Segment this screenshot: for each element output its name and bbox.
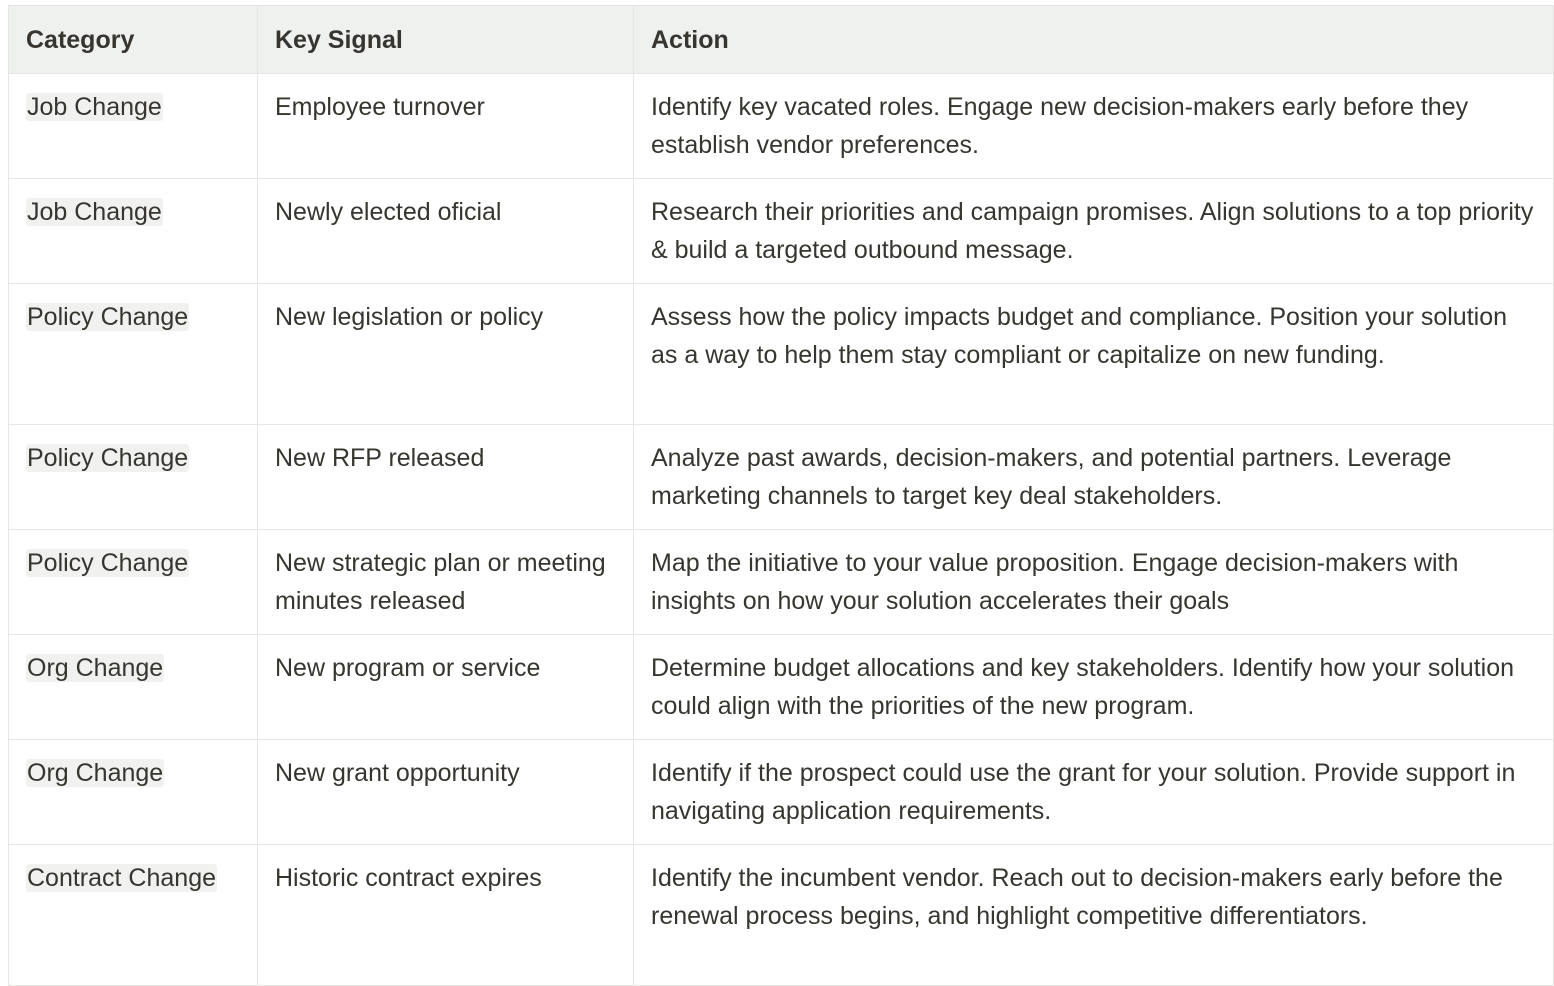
action-cell[interactable]: Determine budget allocations and key stakeholders. Identify how your solution could align with the priorities of the new program. [634,635,1554,740]
action-cell[interactable]: Analyze past awards, decision-makers, and potential partners. Leverage marketing channels to target key deal stakeholders. [634,425,1554,530]
table-header [9,6,1554,74]
category-cell[interactable] [9,740,258,845]
column-header-action[interactable]: Action [634,6,1554,74]
signal-cell[interactable]: Newly elected oficial [258,179,634,284]
table-row [9,425,1554,530]
signal-cell[interactable]: New RFP released [258,425,634,530]
signal-cell[interactable]: New strategic plan or meeting minutes released [258,530,634,635]
category-cell[interactable] [9,425,258,530]
action-cell[interactable]: Research their priorities and campaign promises. Align solutions to a top priority & build a targeted outbound message. [634,179,1554,284]
action-cell[interactable]: Identify key vacated roles. Engage new decision-makers early before they establish vendor preferences. [634,74,1554,179]
category-tag: Policy Change [27,549,189,577]
action-cell[interactable]: Assess how the policy impacts budget and compliance. Position your solution as a way to help them stay compliant or capitalize on new funding. [634,284,1554,425]
category-tag: Org Change [27,654,164,682]
table-row [9,179,1554,284]
table-row [9,74,1554,179]
category-cell[interactable] [9,74,258,179]
table-body [9,74,1554,986]
signals-table-container [8,5,1553,986]
table-row [9,635,1554,740]
category-cell[interactable] [9,635,258,740]
category-cell[interactable] [9,845,258,986]
category-tag: Job Change [27,198,162,226]
category-tag: Org Change [27,759,164,787]
category-cell[interactable] [9,284,258,425]
category-tag: Job Change [27,93,162,121]
table-row [9,845,1554,986]
signal-cell[interactable]: New program or service [258,635,634,740]
category-cell[interactable] [9,530,258,635]
table-row [9,530,1554,635]
column-header-category[interactable]: Category [9,6,258,74]
signal-cell[interactable]: Historic contract expires [258,845,634,986]
action-cell[interactable]: Identify the incumbent vendor. Reach out to decision-makers early before the renewal process begins, and highlight competitive differentiators. [634,845,1554,986]
column-header-key-signal[interactable]: Key Signal [258,6,634,74]
table-row [9,284,1554,425]
action-cell[interactable]: Identify if the prospect could use the grant for your solution. Provide support in navigating application requirements. [634,740,1554,845]
action-cell[interactable]: Map the initiative to your value proposition. Engage decision-makers with insights on how your solution accelerates their goals [634,530,1554,635]
category-cell[interactable] [9,179,258,284]
category-tag: Policy Change [27,303,189,331]
header-row [9,6,1554,74]
category-tag: Policy Change [27,444,189,472]
signal-cell[interactable]: New legislation or policy [258,284,634,425]
category-tag: Contract Change [27,864,217,892]
signal-cell[interactable]: Employee turnover [258,74,634,179]
signals-table [8,5,1554,986]
table-row [9,740,1554,845]
signal-cell[interactable]: New grant opportunity [258,740,634,845]
